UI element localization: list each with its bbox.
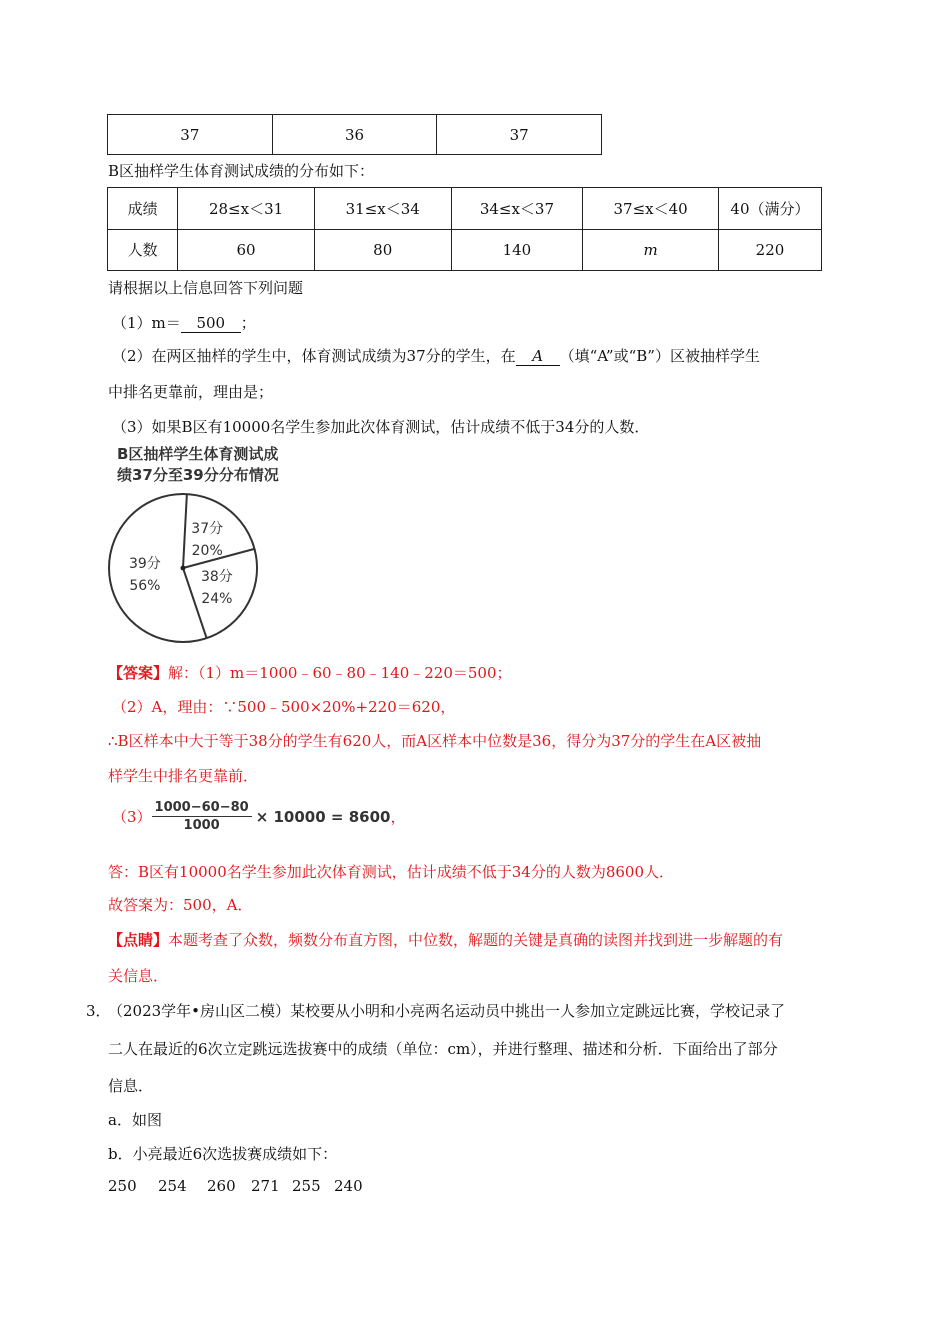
answer-line-3: ∴B区样本中大于等于38分的学生有620人，而A区样本中位数是36，得分为37分的学生在A区被抽 bbox=[108, 732, 762, 750]
table-a-partial bbox=[107, 114, 602, 155]
chart-title-line: 绩37分至39分分布情况 bbox=[117, 466, 279, 484]
pie-slice-percent: 20% bbox=[191, 543, 223, 560]
problem-3-item-a: a．如图 bbox=[108, 1111, 162, 1129]
score-list bbox=[108, 1177, 374, 1195]
question-1-prefix: （1）m＝ bbox=[112, 314, 181, 332]
answer-line-5-suffix: ， bbox=[390, 808, 406, 826]
answer-line-7: 故答案为：500，A． bbox=[108, 896, 253, 914]
answer-line-5 bbox=[112, 800, 405, 833]
score-value: 271 bbox=[251, 1177, 280, 1195]
answer-line-2: （2）A，理由：∵500﹣500×20%+220＝620， bbox=[112, 698, 456, 716]
pie-center bbox=[181, 566, 186, 571]
prompt-text: 请根据以上信息回答下列问题 bbox=[108, 279, 304, 297]
table-b-header: 成绩 bbox=[108, 188, 178, 230]
b-intro-text: B区抽样学生体育测试成绩的分布如下： bbox=[108, 162, 375, 180]
question-1-answer: 500 bbox=[181, 314, 241, 333]
pie-chart bbox=[100, 490, 270, 650]
score-value: 254 bbox=[158, 1177, 187, 1195]
pie-slice-percent: 56% bbox=[129, 578, 161, 595]
answer-line-5-prefix: （3） bbox=[112, 808, 152, 826]
comment-text: 本题考查了众数，频数分布直方图，中位数，解题的关键是真确的读图并找到进一步解题的有 bbox=[168, 931, 784, 949]
question-2-line2: 中排名更靠前，理由是； bbox=[108, 383, 274, 401]
pie-slice-label: 38分 bbox=[200, 569, 233, 586]
question-3: （3）如果B区有10000名学生参加此次体育测试，估计成绩不低于34分的人数． bbox=[112, 418, 650, 436]
score-value: 250 bbox=[108, 1177, 137, 1195]
table-b-header: 31≤x＜34 bbox=[314, 188, 451, 230]
pie-slice-label: 39分 bbox=[128, 556, 161, 573]
table-b-header: 37≤x＜40 bbox=[583, 188, 719, 230]
chart-title bbox=[117, 444, 279, 486]
problem-3-item-b: b．小亮最近6次选拔赛成绩如下： bbox=[108, 1145, 338, 1163]
table-b-cell: m bbox=[583, 229, 719, 271]
table-b-header: 40（满分） bbox=[718, 188, 821, 230]
table-b-header: 28≤x＜31 bbox=[178, 188, 315, 230]
question-1 bbox=[112, 312, 256, 333]
answer-text: 解：（1）m＝1000﹣60﹣80﹣140﹣220＝500； bbox=[168, 664, 512, 682]
problem-3-line-2: 二人在最近的6次立定跳远选拔赛中的成绩（单位：cm），并进行整理、描述和分析．下面给出了部分 bbox=[108, 1040, 778, 1058]
answer-tag: 【答案】 bbox=[108, 664, 169, 682]
table-b-cell: 220 bbox=[718, 229, 821, 271]
table-b-cell: 人数 bbox=[108, 229, 178, 271]
pie-slice-label: 37分 bbox=[191, 521, 224, 538]
table-b-cell: 140 bbox=[451, 229, 583, 271]
question-2-prefix: （2）在两区抽样的学生中，体育测试成绩为37分的学生，在 bbox=[112, 347, 516, 365]
table-b-cell: 60 bbox=[178, 229, 315, 271]
table-b-header: 34≤x＜37 bbox=[451, 188, 583, 230]
score-value: 240 bbox=[334, 1177, 363, 1195]
formula-fraction bbox=[152, 800, 252, 833]
answer-line-6: 答：B区有10000名学生参加此次体育测试，估计成绩不低于34分的人数为8600人． bbox=[108, 863, 675, 881]
problem-3-line-1: （2023学年•房山区二模）某校要从小明和小亮两名运动员中挑出一人参加立定跳远比赛，学校记录了 bbox=[108, 1002, 786, 1020]
problem-3-number: 3． bbox=[86, 1002, 111, 1020]
chart-title-line: B区抽样学生体育测试成 bbox=[117, 445, 279, 463]
table-a-cell: 37 bbox=[437, 115, 602, 155]
formula-rest: × 10000 = 8600 bbox=[255, 807, 391, 826]
answer-line-4: 样学生中排名更靠前． bbox=[108, 767, 259, 785]
table-a-cell: 37 bbox=[108, 115, 273, 155]
question-1-suffix: ； bbox=[240, 314, 256, 332]
comment-tag: 【点睛】 bbox=[108, 931, 169, 949]
table-a-cell: 36 bbox=[272, 115, 437, 155]
score-value: 260 bbox=[207, 1177, 236, 1195]
score-value: 255 bbox=[292, 1177, 321, 1195]
question-2-answer: A bbox=[516, 347, 560, 366]
table-b-cell: 80 bbox=[314, 229, 451, 271]
question-2 bbox=[112, 345, 760, 366]
table-b-distribution bbox=[107, 187, 822, 271]
problem-3-line-3: 信息． bbox=[108, 1077, 154, 1095]
question-2-suffix: （填“A”或“B”）区被抽样学生 bbox=[559, 347, 760, 365]
answer-line-1 bbox=[108, 662, 512, 683]
pie-slice-percent: 24% bbox=[201, 591, 233, 608]
fraction-numerator: 1000−60−80 bbox=[152, 800, 252, 817]
comment-line-2: 关信息． bbox=[108, 967, 169, 985]
fraction-denominator: 1000 bbox=[183, 818, 220, 833]
comment-line-1 bbox=[108, 929, 783, 950]
